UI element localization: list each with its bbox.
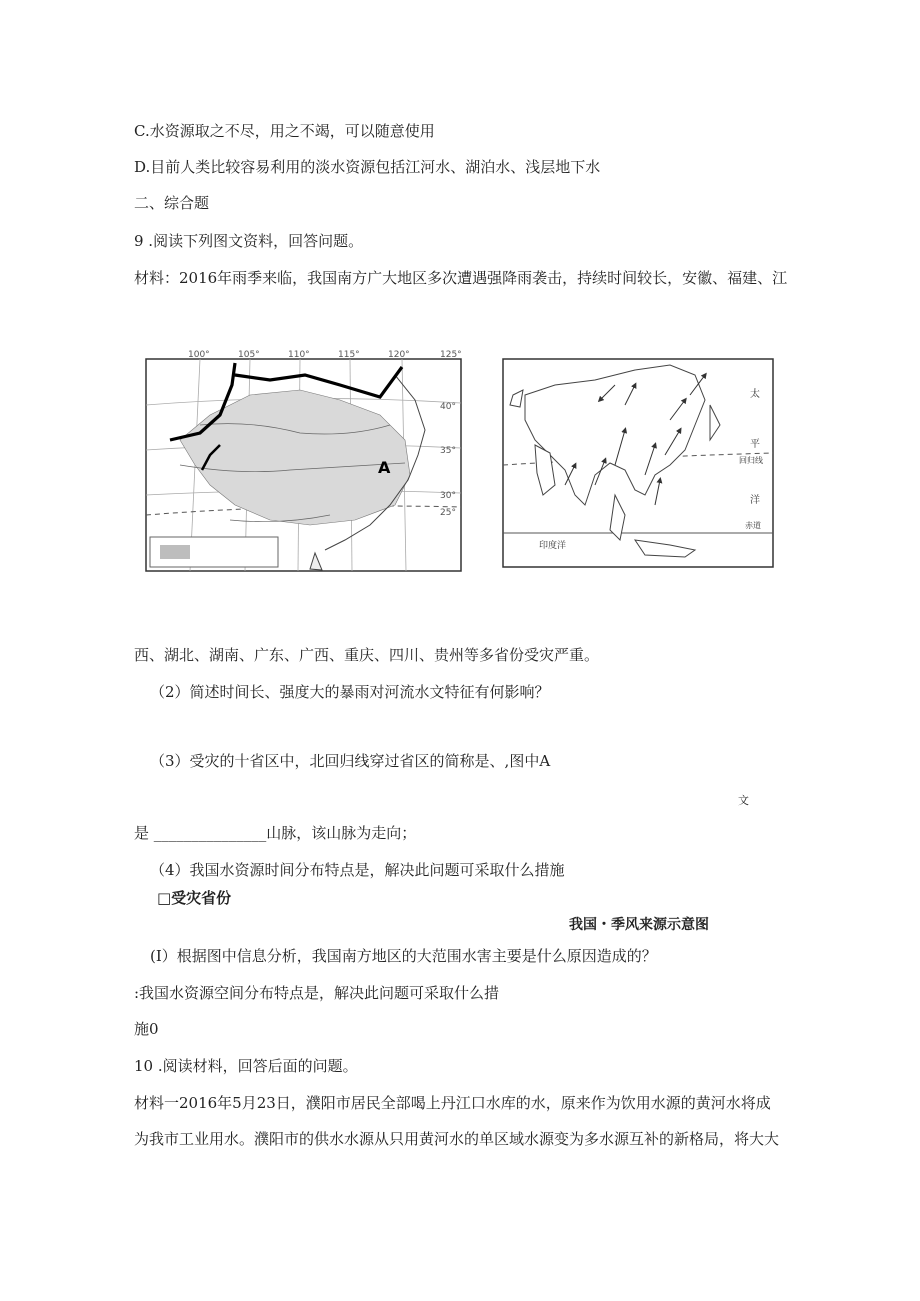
q9-sub-question-3-continued: 是 _______________山脉，该山脉为走向；: [134, 824, 417, 842]
latitude-label: 40°: [440, 402, 456, 412]
q9-material-line-1: 材料：2016年雨季来临，我国南方广大地区多次遭遇强降雨袭击，持续时间较长，安徽、福建、江: [134, 269, 788, 287]
longitude-label: 115°: [338, 350, 360, 360]
q9-sub-question-1: (I）根据图中信息分析，我国南方地区的大范围水害主要是什么原因造成的？: [150, 947, 657, 965]
longitude-label: 110°: [288, 350, 310, 360]
china-flood-map: [140, 345, 470, 580]
option-d: D.目前人类比较容易利用的淡水资源包括江河水、湖泊水、浅层地下水: [134, 158, 601, 176]
point-a-label: A: [378, 458, 391, 477]
latitude-label: 25°: [440, 508, 456, 518]
tropic-label: 回归线: [739, 456, 763, 465]
monsoon-map-caption: 我国・季风来源示意图: [569, 917, 709, 933]
longitude-label: 100°: [188, 350, 210, 360]
ocean-label: 平: [750, 439, 760, 450]
latitude-label: 35°: [440, 446, 456, 456]
monsoon-source-map: [495, 345, 785, 580]
china-flood-map-svg: [140, 345, 470, 580]
q10-title: 10 .阅读材料，回答后面的问题。: [134, 1057, 358, 1075]
latitude-label: 30°: [440, 491, 456, 501]
section-title: 二、综合题: [134, 194, 210, 212]
option-c: C.水资源取之不尽，用之不竭，可以随意使用: [134, 122, 435, 140]
equator-label: 赤道: [745, 521, 761, 530]
q9-extra-question-end: 施0: [134, 1020, 159, 1038]
q9-sub-question-2: （2）简述时间长、强度大的暴雨对河流水文特征有何影响？: [150, 683, 550, 701]
longitude-label: 120°: [388, 350, 410, 360]
map-legend-label: □受灾省份: [157, 889, 232, 907]
longitude-label: 105°: [238, 350, 260, 360]
q9-sub-question-3: （3）受灾的十省区中，北回归线穿过省区的简称是、,图中A: [150, 752, 551, 770]
q9-sub-question-4: （4）我国水资源时间分布特点是，解决此问题可采取什么措施: [150, 861, 565, 879]
q10-material-line-1: 材料一2016年5月23日，濮阳市居民全部喝上丹江口水库的水，原来作为饮用水源的黄河水将成: [134, 1094, 771, 1112]
stray-character: 文: [738, 794, 749, 807]
q9-extra-question: :我国水资源空间分布特点是，解决此问题可采取什么措: [134, 984, 500, 1002]
ocean-label: 太: [750, 389, 760, 400]
monsoon-source-map-svg: [495, 345, 785, 580]
q9-title: 9 .阅读下列图文资料，回答问题。: [134, 232, 364, 250]
longitude-label: 125°: [440, 350, 462, 360]
q10-material-line-2: 为我市工业用水。濮阳市的供水水源从只用黄河水的单区域水源变为多水源互补的新格局，将大大: [134, 1130, 780, 1148]
ocean-label: 印度洋: [539, 541, 567, 551]
ocean-label: 洋: [750, 495, 760, 506]
q9-material-line-2: 西、湖北、湖南、广东、广西、重庆、四川、贵州等多省份受灾严重。: [134, 646, 600, 664]
